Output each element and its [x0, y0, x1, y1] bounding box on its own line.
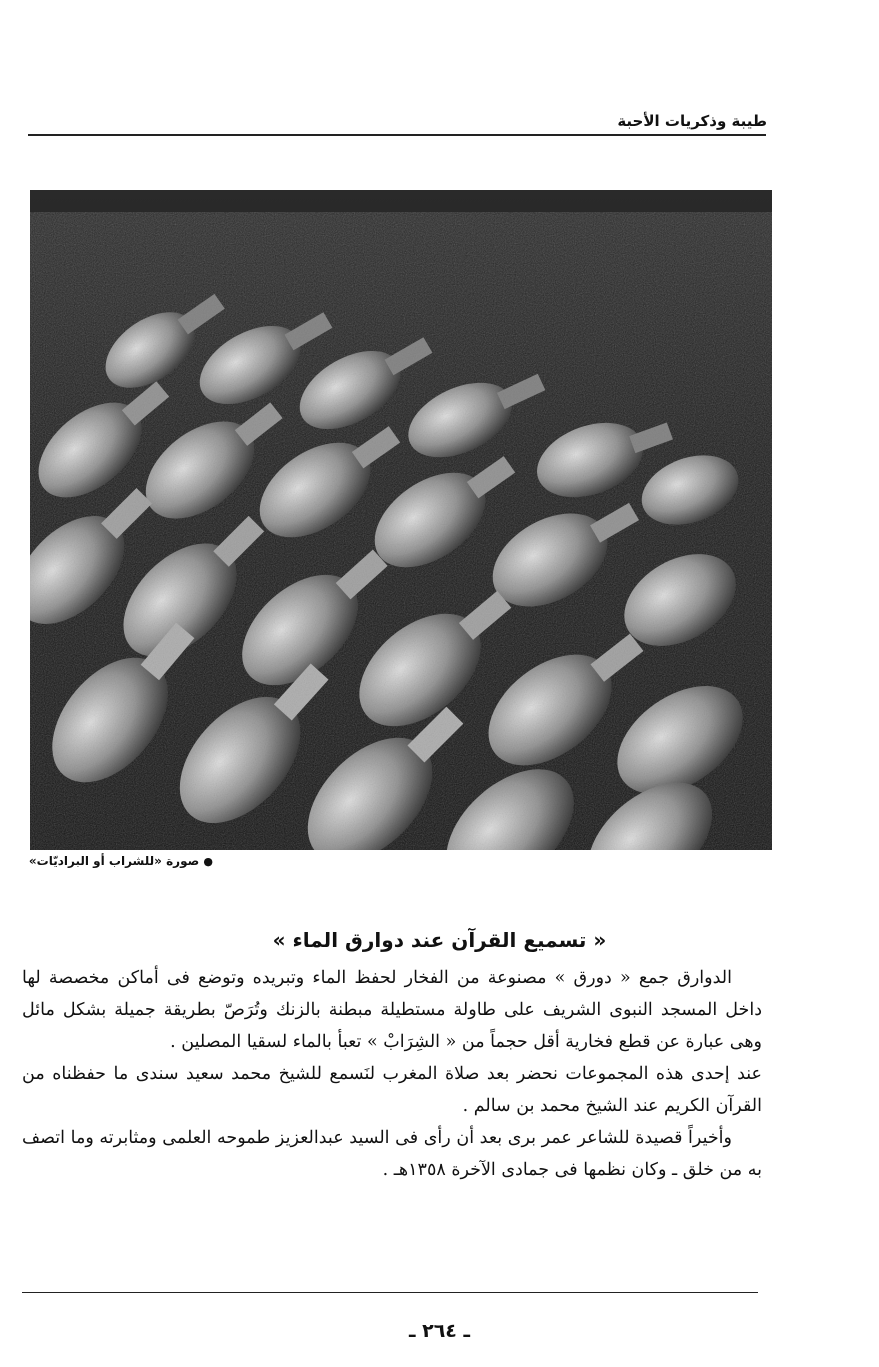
paragraph-poem: وأخيراً قصيدة للشاعر عمر برى بعد أن رأى فى السيد عبدالعزيز طموحه العلمى ومثابرته وما اتصف به من خلق ـ وكان نظمها فى جمادى الآخرة ١٣٥٨هـ . [22, 1128, 762, 1180]
paragraph-dawariq: الدوارق جمع « دورق » مصنوعة من الفخار لحفظ الماء وتبريده وتوضع فى أماكن مخصصة لها داخل المسجد النبوى الشريف على طاولة مستطيلة مبطنة بالزنك وتُرَصّ بطريقة جميلة بشكل مائل وهى عبارة عن قطع فخارية أقل حجماً من « الشِرَابْ » تعبأ بالماء لسقيا المصلين . [22, 968, 762, 1052]
photo-caption [29, 854, 213, 868]
running-head: طيبة وذكريات الأحبة [617, 112, 767, 130]
section-title: « تسميع القرآن عند دوارق الماء » [272, 928, 607, 952]
caption-text: صورة «للشراب أو البراديّات» [28, 854, 200, 868]
footer-rule [22, 1292, 758, 1293]
paragraph-tasmee: عند إحدى هذه المجموعات نحضر بعد صلاة المغرب لنَسمع للشيخ محمد سعيد سندى ما حفظناه من القرآن الكريم عند الشيخ محمد بن سالم . [22, 1064, 762, 1116]
caption-bullet: ● [203, 855, 213, 868]
body-text [22, 962, 762, 1186]
header-rule [28, 134, 766, 136]
page-number: ـ ٢٦٤ ـ [408, 1320, 470, 1342]
photo-water-jugs [30, 190, 772, 850]
photo-image [30, 190, 772, 850]
